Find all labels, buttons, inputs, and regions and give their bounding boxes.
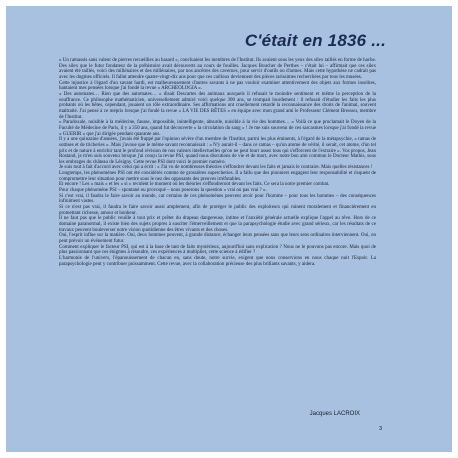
article-paragraph: Pour chaque phénomène PSI – spontané ou provoqué – nous poserons la question « vrai ou pas vrai ? ». [59, 188, 267, 194]
article-paragraph: L'harmonie de l'univers, l'épanouissement de chacun en, sans doute, notre survie, exigent que nous conservions en nous chaque nuit l'Espoir. La parapsychologie peut y contribuer puissamment. Cette revue, avec la collaboration précieuse des plus brillants savants, y aidera. [59, 255, 376, 267]
article-paragraph: Comment expliquer le facteur PSI, qui est à la base de tant de faits mystérieux, aujourd'hui sans explication ? Nous ne le pouvons pas encore. Mais quoi de plus passionnant que ces énigmes à résoudre, ces expériences à multiplier, cette science à édifier ? [59, 244, 376, 256]
article-paragraph: « Des automates… Rien que des automates… » disait Descartes des animaux auxquels il refusait le moindre sentiment et même la perception de la souffrance. Ce philosophe mathématicien, universellement admiré voici quelque 300 ans, se trompait lourdement : il refusait d'étudier les faits les plus probants où les bêtes, cependant, jouaient un rôle extraordinaire. Ses affirmations ont cruellement retardé la reconnaissance des droits de l'animal, souvent maltraité. J'ai pensé à ce mépris lorsque j'ai fondé la revue « LA VIE DES BÊTES » en équipe avec mon grand ami le Professeur Clément Bressou, membre de l'Institut. [59, 91, 376, 120]
article-paragraph: Il ne faut pas que le public veuille à tout prix et prêter du drapeau dangereuse, intime et l'anxiété générale actuelle explique l'appel au rêve. Hors de ce domaine paranormal, il existe bien des sujets propres à susciter l'émerveillement et que la parapsychologie étudie avec grand sérieux, car les résultats de ce travaux peuvent bouleverser notre vision quotidienne des êtres vivants et des choses. [59, 216, 376, 233]
page-number: 3 [378, 426, 382, 432]
article-paragraph: « Paradoxale, nuisible à la médecine, fausse, impossible, inintelligente, absurde, nuisible à la vie des hommes… » Voilà ce que proclamait le Doyen de la Faculté de Médecine de Paris, il y a 350 ans, quand fut découverte « la circulation du sang » ! Je me suis souvenu de ces sarcasmes lorsque j'ai fondé la revue « GUERIR » que j'ai dirigée pendant quarante ans. [59, 120, 376, 137]
article-paragraph: Si c'est vrai, il faudra le faire savoir au monde, car certains de ces phénomènes peuvent avoir pour l'homme – pour tous les hommes – des conséquences infiniment vastes. [59, 193, 376, 205]
article-paragraph: Longtemps, les phénomènes PSI ont été considérés comme de grossières supercheries. Il a fallu que des pionniers engagent leur responsabilité et risquent de compromettre leur situation pour mettre sous le nez des opposants des preuves irréfutables. [59, 171, 376, 182]
article-paragraph: Oui, l'esprit influe sur la matière. Oui, deux hommes peuvent, à grande distance, échanger leurs pensées sans que leurs sens ordinaires interviennent. Oui, on peut prévoir un événement futur. [59, 233, 376, 244]
article-paragraph: « Un ramassis sans valeur de pierres recueillies au hasard », concluaient les membres de l'Institut. Ils avaient sous les yeux des silex taillés en forme de hache. Des silex que le futur fondateur de la préhistoire avait découverts au cours de fouilles. Jacques Boucher de Perthes – c'était lui – affirmait que ces silex avaient été taillés, voici des millénaires et des millénaires, par nos ancêtres des cavernes, pour servir d'outils ou d'armes. Mais cette hypothèse ne cadrait pas avec les dogmes officiels. Il fallut attendre quatre-vingt-dix ans pour que ces cailloux deviennent des pièces rarissimes recherchées par tous les musées. [59, 58, 376, 80]
article-body [59, 58, 376, 267]
article-paragraph: Si ce n'est pas vrai, il faudra le faire savoir aussi amplement, afin de protéger le public des exploiteurs qui ruinent moralement et financièrement en promettant richesse, amour et bonheur. [59, 205, 376, 216]
article-paragraph: Je suis tout à fait d'accord avec celui qui a écrit : « J'ai vu de nombreuses théories s'effondrer devant les faits et jamais le contraire. Mais quelles résistances ! [59, 165, 373, 171]
article-paragraph: Cette injustice à l'égard d'un savant hardi, est malheureusement d'autres savants à ne pas vouloir examiner attentivement des objets aux formes insolites, hantaient mes pensées lorsque j'ai fondé la revue « ARCHEOLOGIA ». [59, 80, 376, 92]
magazine-page [6, 6, 452, 452]
article-paragraph: Et encore ! Les « mais » et les « si » reculent le moment où les théories s'effondreront devant les faits. Ce sera la notre premier combat. [59, 182, 330, 188]
article-paragraph: Il y a une quinzaine d'années, j'avais été frappé par l'opinion sévère d'un membre de l'Institut, parmi les plus éminents, à l'égard de la métapsychie, « ramas de sottises et de tricheries ». Mais j'avoue que le même savant reconnaissait : « N'y aurait-il – dans ce ramas – qu'un atome de vérité, il serait, cet atome, d'un tel prix et de nature à enrichir tant le profond révision de nos valeurs intellectuelles qu'on ne peut lourr assez tous qui s'efforcent de l'extraire ». Vos propos, Jean Rostand, je m'en suis souvenu lorsque j'ai conçu la revue PSI, quand nous discutions de vie et de mort, avec notre bon ami commun le Docteur Mathis, sous les ombrages du château de Lésigny. Cette revue PSI dont voici le premier numéro. [59, 137, 376, 165]
article-title: C'était en 1836 ... [244, 31, 386, 50]
author-signature: Jacques LACROIX [309, 411, 360, 417]
